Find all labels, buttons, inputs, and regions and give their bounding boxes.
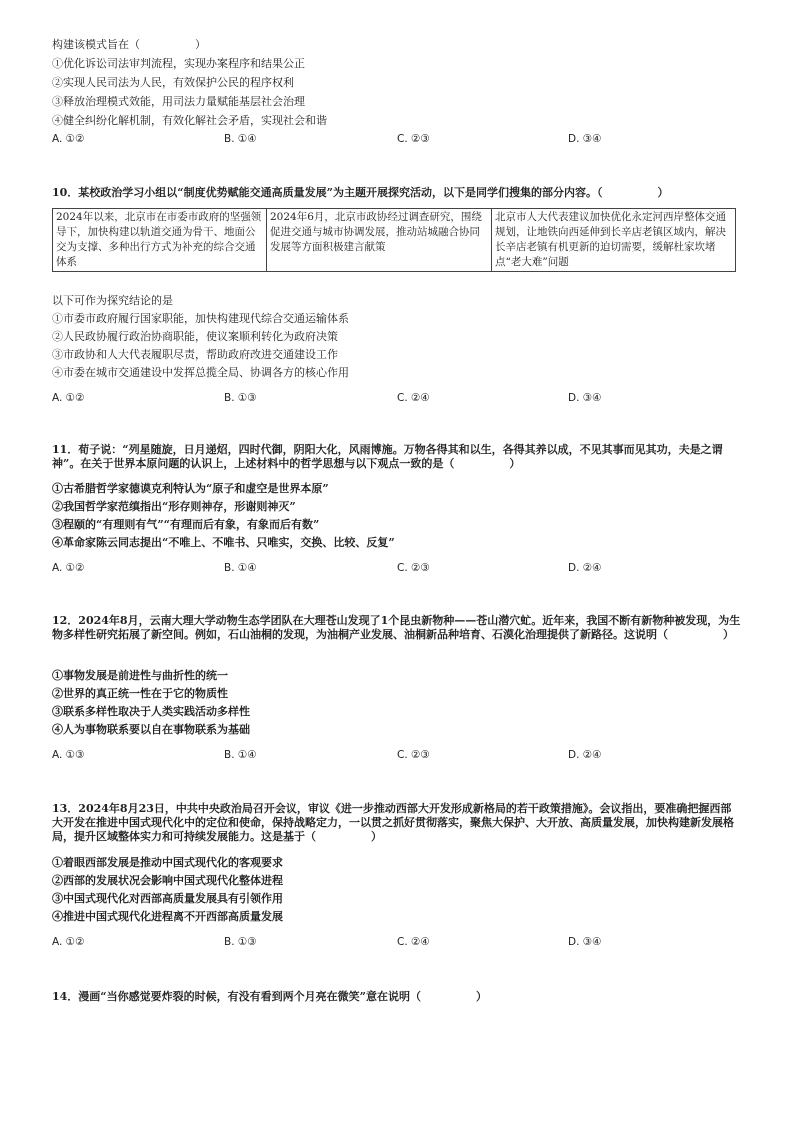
q9-option-b[interactable]: B. ①④: [224, 133, 257, 145]
q9-options: [52, 133, 742, 147]
q9-statement-2: ②实现人民司法为人民，有效保护公民的程序权利: [52, 76, 294, 89]
q9-statement-1: ①优化诉讼司法审判流程，实现办案程序和结果公正: [52, 57, 305, 70]
q11-statement-3: ③程颐的“有理则有气”“有理而后有象，有象而后有数”: [52, 518, 320, 531]
q10-statement-4: ④市委在城市交通建设中发挥总揽全局、协调各方的核心作用: [52, 366, 349, 379]
q10-statement-3: ③市政协和人大代表履职尽责，帮助政府改进交通建设工作: [52, 348, 338, 361]
q10-table-cell-2: 2024年6月，北京市政协经过调查研究，围绕促进交通与城市协调发展，推动站城融合协同发展等方面积极建言献策: [267, 209, 492, 272]
q12-option-b[interactable]: B. ①④: [224, 749, 257, 761]
q13-statement-1: ①着眼西部发展是推动中国式现代化的客观要求: [52, 856, 283, 869]
q10-table-cell-1: 2024年以来，北京市在市委市政府的坚强领导下，加快构建以轨道交通为骨干、地面公交为支撑、多种出行方式为补充的综合交通体系: [53, 209, 267, 272]
q12-statement-2: ②世界的真正统一性在于它的物质性: [52, 687, 228, 700]
q12-option-c[interactable]: C. ②③: [397, 749, 430, 761]
q13-options: [52, 936, 742, 950]
q13-option-a[interactable]: A. ①②: [52, 936, 85, 948]
q14-stem: 14．漫画“当你感觉要炸裂的时候，有没有看到两个月亮在微笑”意在说明（ ）: [52, 990, 487, 1003]
q10-options: [52, 392, 742, 406]
q9-stem: 构建该模式旨在（ ）: [52, 38, 206, 51]
q9-statement-4: ④健全纠纷化解机制，有效化解社会矛盾，实现社会和谐: [52, 114, 327, 127]
q12-statement-3: ③联系多样性取决于人类实践活动多样性: [52, 705, 250, 718]
q10-lead: 以下可作为探究结论的是: [52, 294, 173, 307]
q10-table-cell-3: 北京市人大代表建议加快优化永定河西岸整体交通规划，让地铁向西延伸到长辛店老镇区域内，解决长辛店老镇有机更新的迫切需要，缓解杜家坎堵点“老大难”问题: [492, 209, 736, 272]
q13-option-c[interactable]: C. ②④: [397, 936, 430, 948]
q12-options: [52, 749, 742, 763]
q13-statement-3: ③中国式现代化对西部高质量发展具有引领作用: [52, 892, 283, 905]
q13-stem: 13．2024年8月23日，中共中央政治局召开会议，审议《进一步推动西部大开发形成新格局的若干政策措施》。会议指出，要准确把握西部大开发在推进中国式现代化中的定位和使命，保持战略定力，一以贯之抓好贯彻落实，聚焦大保护、大开放、高质量发展，加快构建新发展格局，提升区域整体实力和可持续发展能力。这是基于（ ）: [52, 802, 734, 843]
q11-statement-2: ②我国哲学家范缜指出“形存则神存，形谢则神灭”: [52, 500, 296, 513]
q11-option-c[interactable]: C. ②③: [397, 562, 430, 574]
q11-options: [52, 562, 742, 576]
q10-option-a[interactable]: A. ①②: [52, 392, 85, 404]
q12-statement-4: ④人为事物联系要以自在事物联系为基础: [52, 723, 250, 736]
q10-option-b[interactable]: B. ①③: [224, 392, 257, 404]
q13-option-b[interactable]: B. ①③: [224, 936, 257, 948]
q11-statement-4: ④革命家陈云同志提出“不唯上、不唯书、只唯实，交换、比较、反复”: [52, 536, 395, 549]
q13-option-d[interactable]: D. ③④: [568, 936, 602, 948]
q11-stem: 11．荀子说：“列星随旋，日月递炤，四时代御，阴阳大化，风雨博施。万物各得其和以生，各得其养以成，不见其事而见其功，夫是之谓神”。在关于世界本原问题的认识上，上述材料中的哲学思想与以下观点一致的是（ ）: [52, 443, 723, 470]
q13-statement-2: ②西部的发展状况会影响中国式现代化整体进程: [52, 874, 283, 887]
q10-option-d[interactable]: D. ③④: [568, 392, 602, 404]
q10-statement-2: ②人民政协履行政治协商职能，使议案顺利转化为政府决策: [52, 330, 338, 343]
q10-stem: 10．某校政治学习小组以“制度优势赋能交通高质量发展”为主题开展探究活动，以下是同学们搜集的部分内容。（ ）: [52, 186, 669, 199]
q12-option-a[interactable]: A. ①③: [52, 749, 85, 761]
q9-option-a[interactable]: A. ①②: [52, 133, 85, 145]
q12-statement-1: ①事物发展是前进性与曲折性的统一: [52, 669, 228, 682]
q13-statement-4: ④推进中国式现代化进程离不开西部高质量发展: [52, 910, 283, 923]
q12-option-d[interactable]: D. ②④: [568, 749, 602, 761]
q10-statement-1: ①市委市政府履行国家职能，加快构建现代综合交通运输体系: [52, 312, 349, 325]
q11-statement-1: ①古希腊哲学家德谟克利特认为“原子和虚空是世界本原”: [52, 482, 329, 495]
q12-stem: 12．2024年8月，云南大理大学动物生态学团队在大理苍山发现了1个昆虫新物种——苍山潜穴虻。近年来，我国不断有新物种被发现，为生物多样性研究拓展了新空间。例如，石山油桐的发现，为油桐产业发展、油桐新品种培育、石漠化治理提供了新路径。这说明（ ）: [52, 614, 741, 641]
q11-option-b[interactable]: B. ①④: [224, 562, 257, 574]
q10-material-table: [52, 208, 736, 272]
q9-statement-3: ③释放治理模式效能，用司法力量赋能基层社会治理: [52, 95, 305, 108]
q11-option-a[interactable]: A. ①②: [52, 562, 85, 574]
q9-option-d[interactable]: D. ③④: [568, 133, 602, 145]
q10-option-c[interactable]: C. ②④: [397, 392, 430, 404]
q9-option-c[interactable]: C. ②③: [397, 133, 430, 145]
q11-option-d[interactable]: D. ②④: [568, 562, 602, 574]
